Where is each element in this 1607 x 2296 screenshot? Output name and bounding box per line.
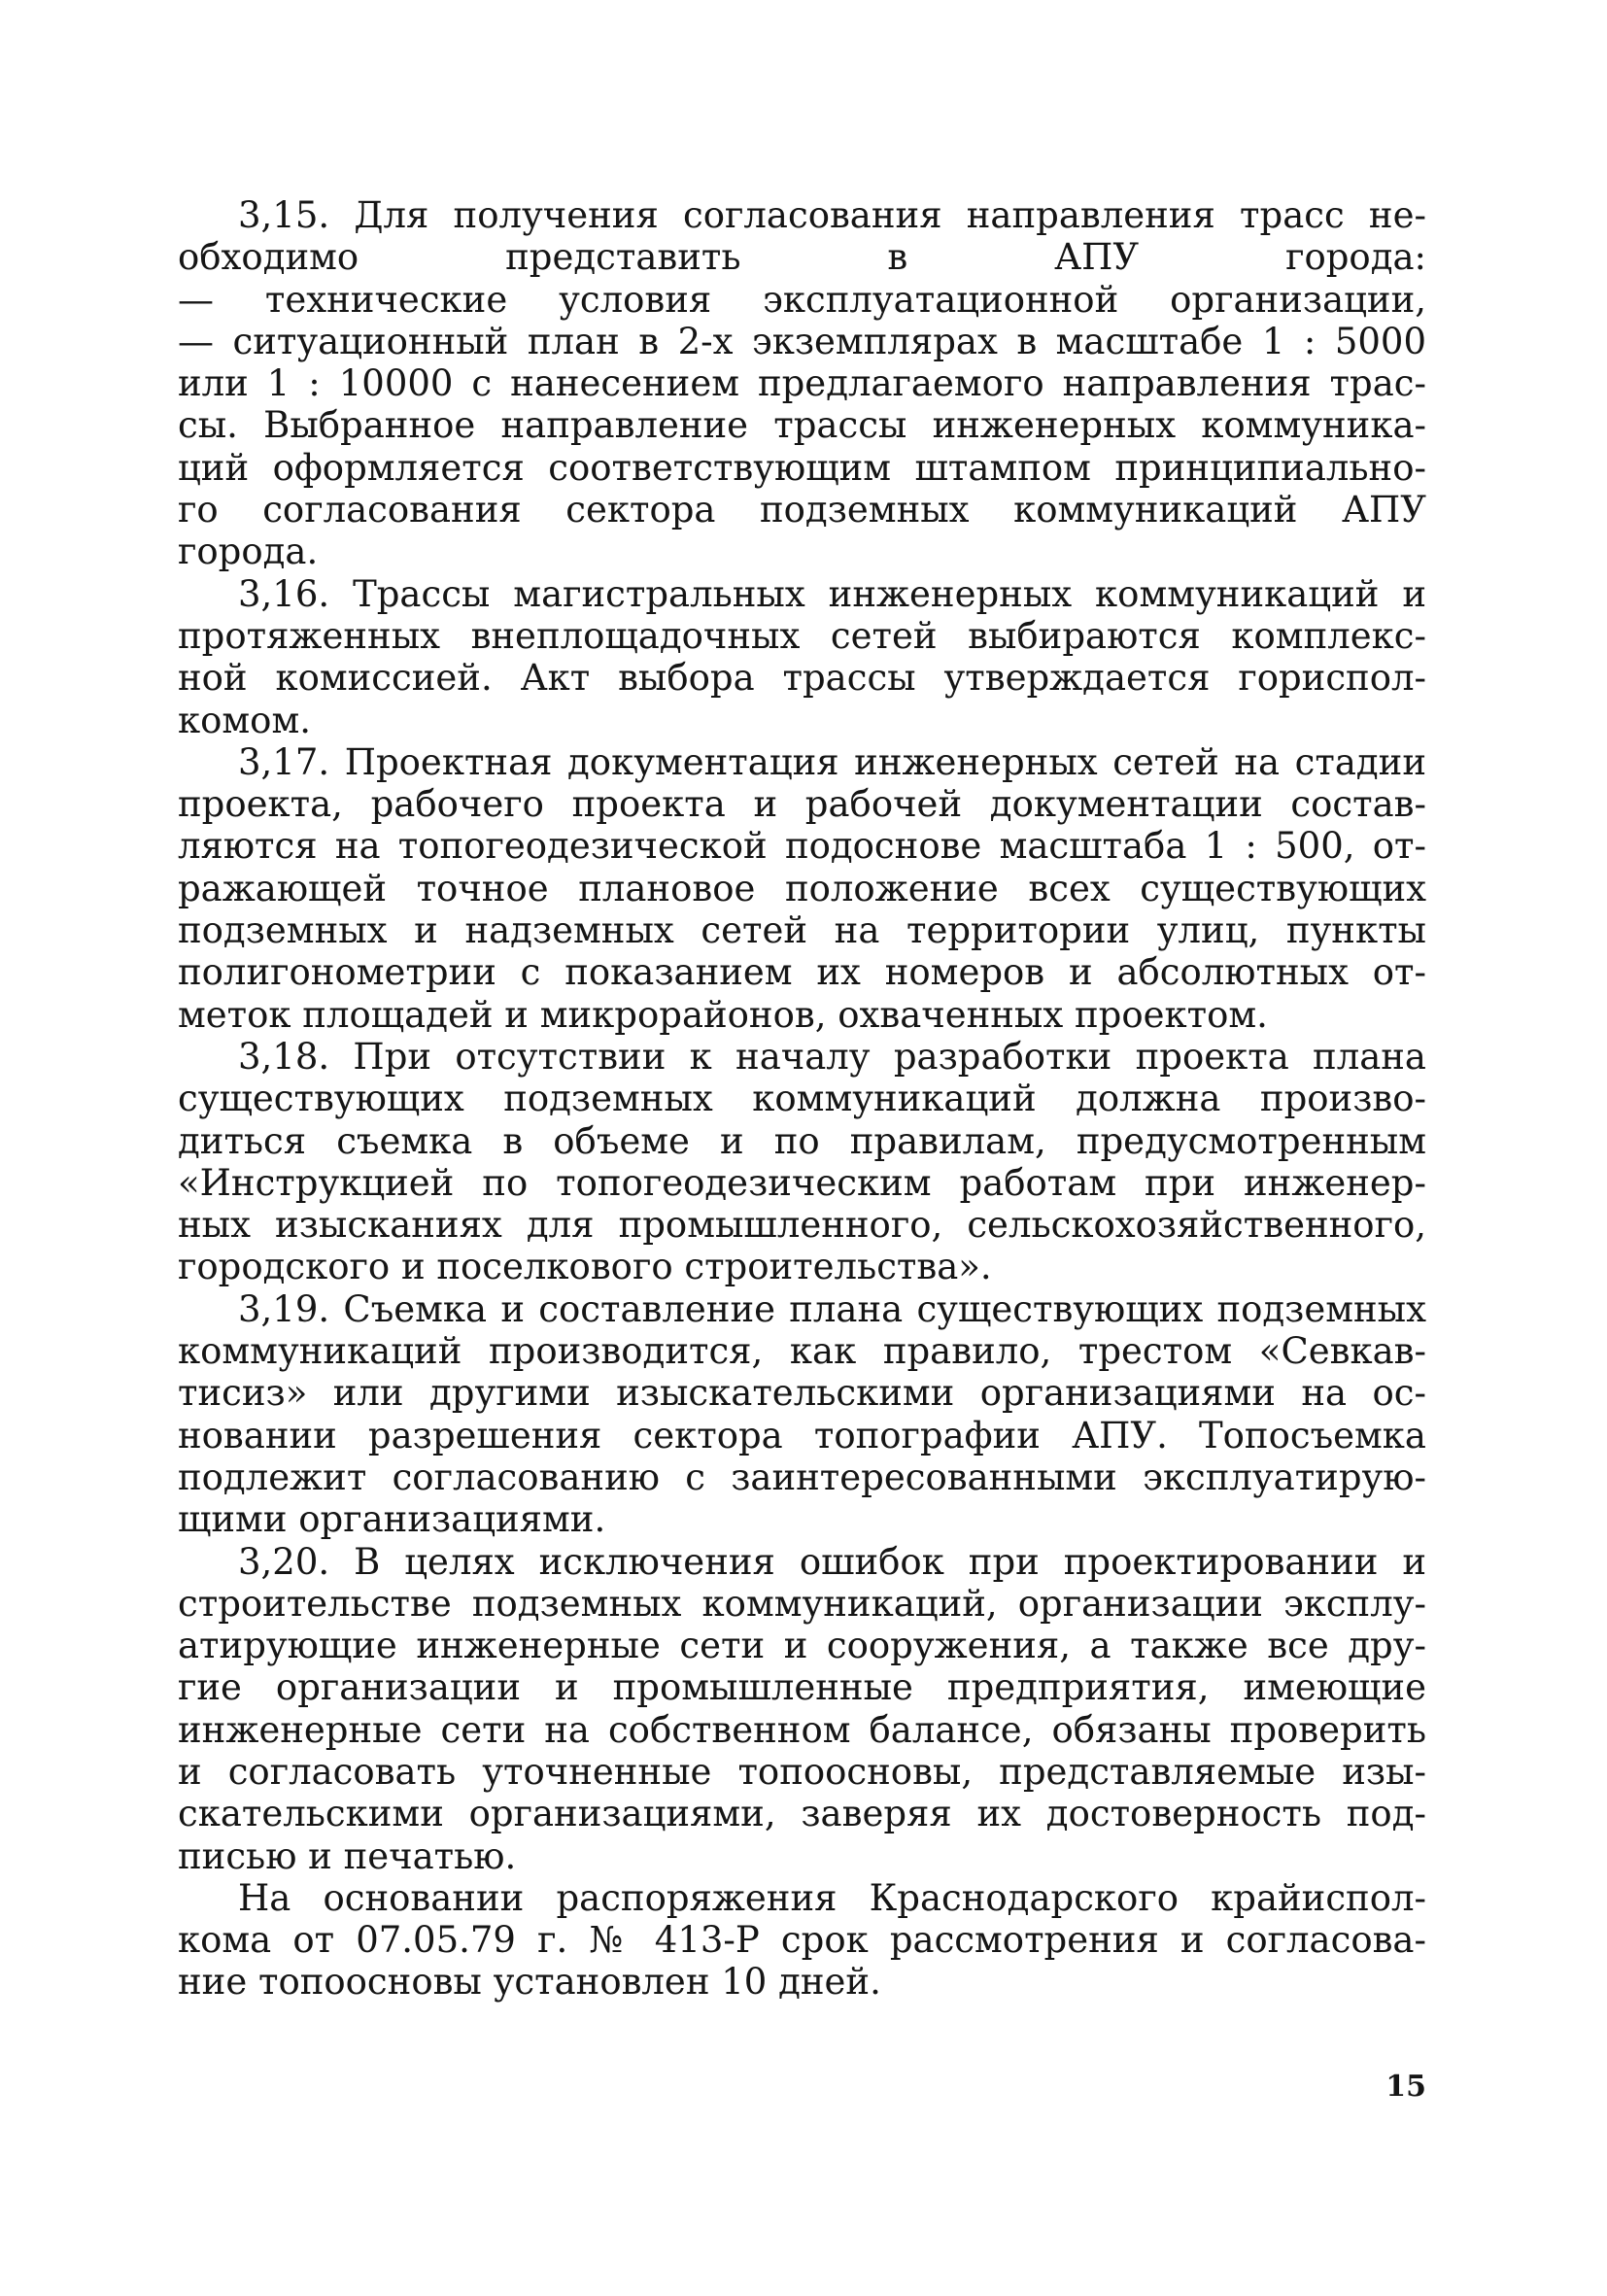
text-line-content: новании разрешения сектора топографии АПУ. Топосъемка [178, 1414, 1426, 1456]
text-line-content: подземных и надземных сетей на территории улиц, пункты [178, 909, 1426, 952]
text-line [178, 279, 1426, 321]
text-line [178, 825, 1426, 867]
text-line-content: 3,15. Для получения согласования направления трасс не- [238, 194, 1426, 236]
text-line-content: городского и поселкового строительства». [178, 1246, 992, 1288]
text-line-content: полигонометрии с показанием их номеров и абсолютных от- [178, 951, 1426, 994]
text-line-content: ций оформляется соответствующим штампом принципиально- [178, 446, 1426, 489]
text-line [178, 1415, 1426, 1456]
text-line [178, 1877, 1426, 1919]
paragraph [178, 1036, 1426, 1288]
text-line-content: коммуникаций производится, как правило, трестом «Севкав- [178, 1330, 1426, 1373]
text-line [178, 362, 1426, 404]
text-line-content: ных изысканиях для промышленного, сельскохозяйственного, [178, 1204, 1426, 1247]
text-line-content: писью и печатью. [178, 1834, 517, 1877]
document-body [178, 194, 1426, 2004]
text-line [178, 1666, 1426, 1708]
text-line-content: тисиз» или другими изыскательскими организациями на ос- [178, 1372, 1426, 1415]
text-line [178, 1541, 1426, 1583]
text-line-content: ляются на топогеодезической подоснове масштаба 1 : 500, от- [178, 825, 1426, 868]
text-line-content: обходимо представить в АПУ города: [178, 236, 1426, 279]
text-line-content: 3,19. Съемка и составление плана существующих подземных [238, 1287, 1426, 1330]
text-line [178, 1456, 1426, 1498]
text-line [178, 1162, 1426, 1204]
text-line-content: протяженных внеплощадочных сетей выбираются комплекс- [178, 614, 1426, 657]
text-line [178, 1246, 1426, 1287]
text-line [178, 1036, 1426, 1078]
text-line-content: На основании распоряжения Краснодарского крайиспол- [238, 1876, 1426, 1919]
text-line [178, 909, 1426, 951]
text-line [178, 194, 1426, 236]
text-line [178, 868, 1426, 909]
text-line [178, 657, 1426, 699]
text-line-content: 3,18. При отсутствии к началу разработки проекта плана [238, 1035, 1426, 1078]
text-line [178, 951, 1426, 993]
text-line [178, 1120, 1426, 1162]
text-line [178, 447, 1426, 489]
text-line [178, 994, 1426, 1036]
text-line-content: 3,17. Проектная документация инженерных сетей на стадии [238, 740, 1426, 783]
text-line-content: щими организациями. [178, 1498, 606, 1541]
text-line [178, 1919, 1426, 1961]
text-line [178, 1204, 1426, 1246]
paragraph [178, 741, 1426, 1036]
text-line-content: сы. Выбранное направление трассы инженерных коммуника- [178, 404, 1426, 447]
text-line [178, 783, 1426, 825]
text-line [178, 1625, 1426, 1666]
text-line [178, 615, 1426, 657]
text-line-content: го согласования сектора подземных коммуникаций АПУ [178, 489, 1426, 531]
text-line [178, 531, 1426, 572]
text-line [178, 1372, 1426, 1414]
text-line-content: проекта, рабочего проекта и рабочей документации состав- [178, 783, 1426, 826]
text-line-content: скательскими организациями, заверяя их достоверность под- [178, 1793, 1426, 1835]
text-line [178, 1078, 1426, 1119]
text-line [178, 1751, 1426, 1793]
text-line [178, 236, 1426, 278]
text-line [178, 1498, 1426, 1540]
text-line [178, 1288, 1426, 1330]
paragraph [178, 1541, 1426, 1877]
text-line [178, 321, 1426, 362]
text-line-content: существующих подземных коммуникаций должна произво- [178, 1078, 1426, 1120]
text-line [178, 741, 1426, 783]
text-line-content: — технические условия эксплуатационной организации, [178, 278, 1426, 321]
text-line [178, 404, 1426, 446]
text-line-content: инженерные сети на собственном балансе, обязаны проверить [178, 1708, 1426, 1751]
paragraph [178, 194, 1426, 573]
text-line-content: ние топоосновы установлен 10 дней. [178, 1961, 881, 2004]
text-line-content: комом. [178, 699, 311, 741]
text-line [178, 1961, 1426, 2003]
text-line [178, 1330, 1426, 1372]
text-line-content: подлежит согласованию с заинтересованными эксплуатирую- [178, 1456, 1426, 1498]
text-line-content: гие организации и промышленные предприятия, имеющие [178, 1666, 1426, 1709]
text-line [178, 700, 1426, 741]
text-line-content: и согласовать уточненные топоосновы, представляемые изы- [178, 1750, 1426, 1793]
text-line [178, 1793, 1426, 1834]
text-line-content: 3,16. Трассы магистральных инженерных коммуникаций и [238, 572, 1426, 615]
text-line-content: или 1 : 10000 с нанесением предлагаемого направления трас- [178, 362, 1426, 405]
text-line-content: «Инструкцией по топогеодезическим работам при инженер- [178, 1161, 1426, 1204]
text-line-content: строительстве подземных коммуникаций, организации эксплу- [178, 1582, 1426, 1625]
text-line [178, 489, 1426, 531]
text-line-content: ражающей точное плановое положение всех существующих [178, 867, 1426, 909]
paragraph [178, 573, 1426, 741]
text-line [178, 1835, 1426, 1877]
text-line-content: города. [178, 531, 319, 573]
paragraph [178, 1288, 1426, 1541]
text-line [178, 1709, 1426, 1751]
text-line [178, 573, 1426, 615]
text-line [178, 1583, 1426, 1625]
text-line-content: атирующие инженерные сети и сооружения, а также все дру- [178, 1625, 1426, 1667]
paragraph [178, 1877, 1426, 2004]
page-number: 15 [1385, 2070, 1426, 2104]
text-line-content: кома от 07.05.79 г. № 413-Р срок рассмотрения и согласова- [178, 1919, 1426, 1962]
text-line-content: ной комиссией. Акт выбора трассы утверждается гориспол- [178, 657, 1426, 700]
text-line-content: — ситуационный план в 2-х экземплярах в масштабе 1 : 5000 [178, 320, 1426, 362]
text-line-content: 3,20. В целях исключения ошибок при проектировании и [238, 1540, 1426, 1583]
text-line-content: диться съемка в объеме и по правилам, предусмотренным [178, 1119, 1426, 1162]
text-line-content: меток площадей и микрорайонов, охваченных проектом. [178, 993, 1268, 1036]
